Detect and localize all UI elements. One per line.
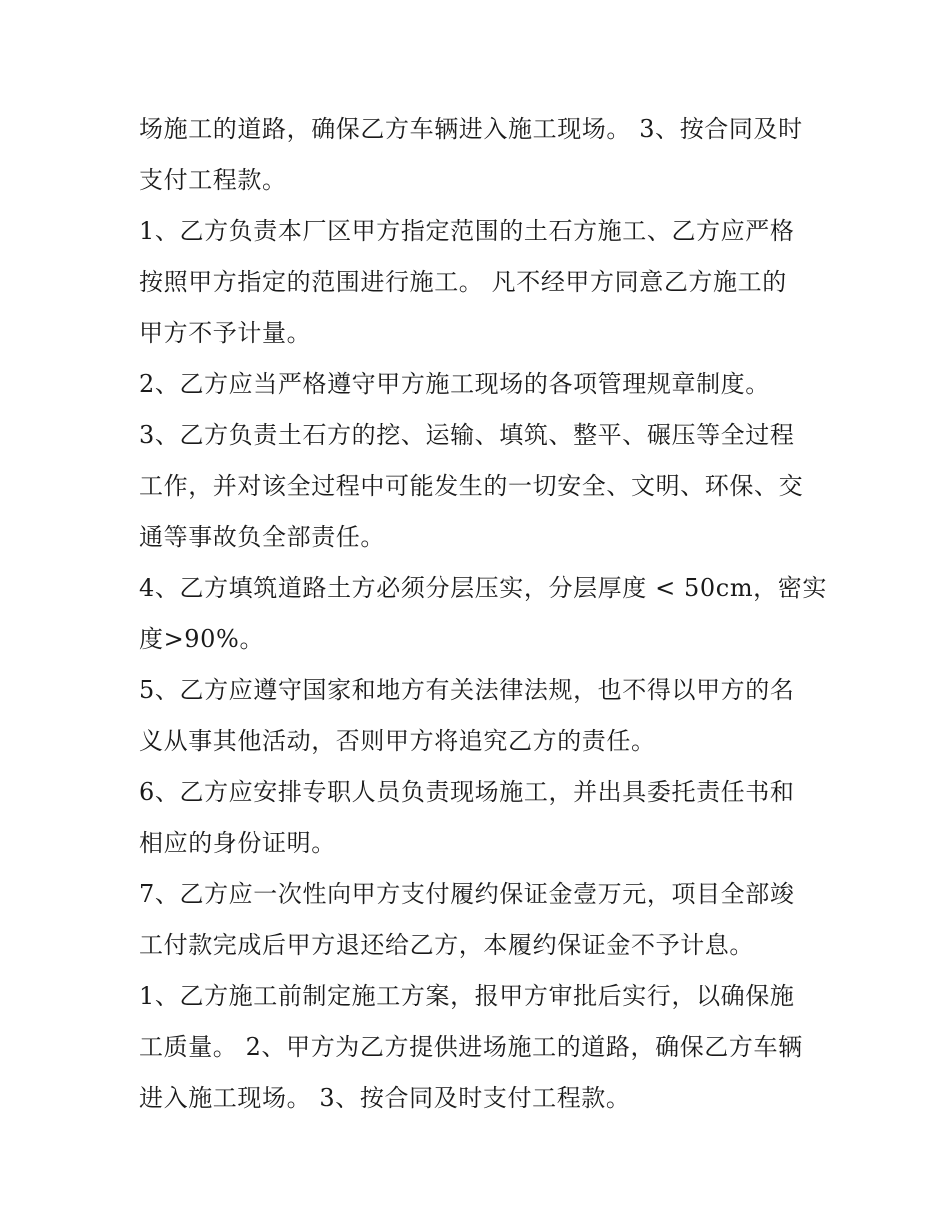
- document-body: [139, 104, 827, 1124]
- text-line: 3、乙方负责土石方的挖、运输、填筑、整平、碾压等全过程: [139, 421, 795, 449]
- text-line: 工作，并对该全过程中可能发生的一切安全、文明、环保、交: [139, 472, 804, 500]
- text-line: 5、乙方应遵守国家和地方有关法律法规，也不得以甲方的名: [139, 676, 795, 704]
- text-line: 进入施工现场。 3、按合同及时支付工程款。: [139, 1084, 631, 1112]
- text-line: 7、乙方应一次性向甲方支付履约保证金壹万元，项目全部竣: [139, 880, 795, 908]
- text-line: 工付款完成后甲方退还给乙方，本履约保证金不予计息。: [139, 931, 754, 959]
- text-line: 工质量。 2、甲方为乙方提供进场施工的道路，确保乙方车辆: [139, 1033, 803, 1061]
- text-line: 场施工的道路，确保乙方车辆进入施工现场。 3、按合同及时: [139, 115, 803, 143]
- text-line: 度>90%。: [139, 625, 265, 653]
- text-line: 支付工程款。: [139, 166, 287, 194]
- text-line: 4、乙方填筑道路土方必须分层压实，分层厚度 < 50cm，密实: [139, 574, 827, 602]
- text-line: 1、乙方施工前制定施工方案，报甲方审批后实行，以确保施: [139, 982, 795, 1010]
- text-line: 义从事其他活动，否则甲方将追究乙方的责任。: [139, 727, 656, 755]
- text-line: 2、乙方应当严格遵守甲方施工现场的各项管理规章制度。: [139, 370, 770, 398]
- text-line: 6、乙方应安排专职人员负责现场施工，并出具委托责任书和: [139, 778, 795, 806]
- text-line: 通等事故负全部责任。: [139, 523, 385, 551]
- text-line: 1、乙方负责本厂区甲方指定范围的土石方施工、乙方应严格: [139, 217, 795, 245]
- text-line: 相应的身份证明。: [139, 829, 336, 857]
- text-line: 甲方不予计量。: [139, 319, 312, 347]
- text-line: 按照甲方指定的范围进行施工。 凡不经甲方同意乙方施工的: [139, 268, 787, 296]
